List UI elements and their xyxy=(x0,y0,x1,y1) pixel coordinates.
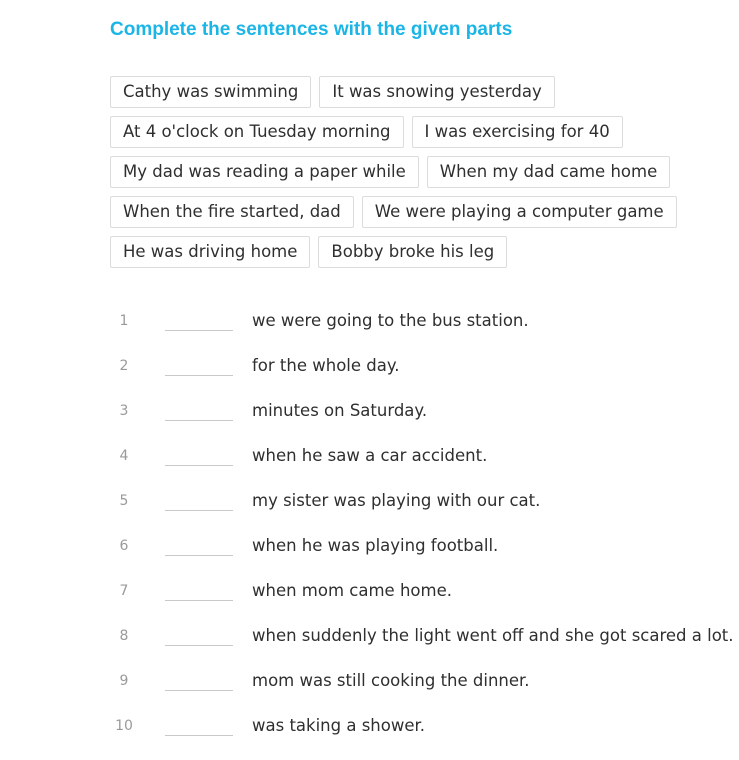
question-text: minutes on Saturday. xyxy=(252,401,428,420)
answer-drop-slot[interactable] xyxy=(165,488,233,511)
question-text: mom was still cooking the dinner. xyxy=(252,671,530,690)
question-number: 10 xyxy=(115,718,133,734)
question-number: 1 xyxy=(119,313,129,329)
chip-row xyxy=(110,196,710,228)
question-text: my sister was playing with our cat. xyxy=(252,491,541,510)
question-number: 8 xyxy=(119,628,129,644)
question-number: 7 xyxy=(119,583,129,599)
question-row xyxy=(110,345,739,390)
question-row xyxy=(110,300,739,345)
answer-chip[interactable]: At 4 o'clock on Tuesday morning xyxy=(110,116,404,148)
question-number: 6 xyxy=(119,538,129,554)
answer-drop-slot[interactable] xyxy=(165,578,233,601)
answer-drop-slot[interactable] xyxy=(165,353,233,376)
chip-row xyxy=(110,236,710,268)
question-row xyxy=(110,615,739,660)
question-text: when mom came home. xyxy=(252,581,452,600)
answer-drop-slot[interactable] xyxy=(165,668,233,691)
answer-drop-slot[interactable] xyxy=(165,398,233,421)
question-text: when suddenly the light went off and she got scared a lot. xyxy=(252,626,734,645)
question-text: when he was playing football. xyxy=(252,536,499,555)
question-list xyxy=(110,300,739,750)
question-text: we were going to the bus station. xyxy=(252,311,529,330)
question-row xyxy=(110,435,739,480)
answer-drop-slot[interactable] xyxy=(165,623,233,646)
question-row xyxy=(110,525,739,570)
answer-chip[interactable]: It was snowing yesterday xyxy=(319,76,554,108)
question-number: 4 xyxy=(119,448,129,464)
question-text: for the whole day. xyxy=(252,356,400,375)
exercise-title: Complete the sentences with the given parts xyxy=(110,19,513,40)
answer-drop-slot[interactable] xyxy=(165,308,233,331)
question-text: when he saw a car accident. xyxy=(252,446,488,465)
question-number: 2 xyxy=(119,358,129,374)
question-row xyxy=(110,660,739,705)
question-number: 3 xyxy=(119,403,129,419)
question-number: 5 xyxy=(119,493,129,509)
answer-drop-slot[interactable] xyxy=(165,443,233,466)
question-row xyxy=(110,705,739,750)
answer-chip[interactable]: He was driving home xyxy=(110,236,310,268)
answer-chip[interactable]: Bobby broke his leg xyxy=(318,236,507,268)
chip-row xyxy=(110,156,710,188)
answer-drop-slot[interactable] xyxy=(165,533,233,556)
question-row xyxy=(110,390,739,435)
answer-chip[interactable]: When my dad came home xyxy=(427,156,670,188)
chip-row xyxy=(110,76,710,108)
question-row xyxy=(110,480,739,525)
question-number: 9 xyxy=(119,673,129,689)
answer-chip[interactable]: Cathy was swimming xyxy=(110,76,311,108)
answer-drop-slot[interactable] xyxy=(165,713,233,736)
answer-chip-bank xyxy=(110,76,710,276)
answer-chip[interactable]: We were playing a computer game xyxy=(362,196,677,228)
answer-chip[interactable]: I was exercising for 40 xyxy=(412,116,623,148)
question-text: was taking a shower. xyxy=(252,716,426,735)
answer-chip[interactable]: When the fire started, dad xyxy=(110,196,354,228)
question-row xyxy=(110,570,739,615)
answer-chip[interactable]: My dad was reading a paper while xyxy=(110,156,419,188)
chip-row xyxy=(110,116,710,148)
